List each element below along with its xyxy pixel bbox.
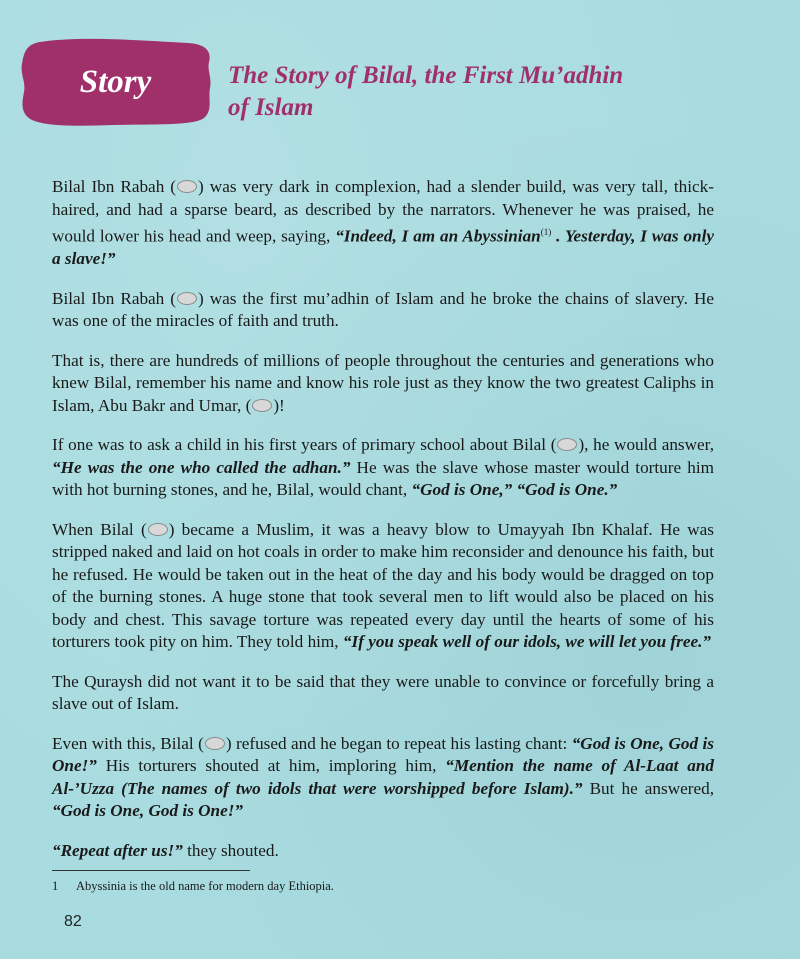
paragraph-1: Bilal Ibn Rabah ( ) was very dark in complexion, had a slender build, was very tall, thick-haired, and had a sparse beard, as described by the narrators. Whenever he was praised, he would lower his head and weep, saying, “Indeed, I am an Abyssinian$^{(1)}$ . Yesterday, I was only a slave!” bbox=[52, 177, 715, 269]
paragraph-6: The Quraysh did not want it to be said that they were unable to convince or forcefully bring a slave out of Islam. bbox=[52, 671, 714, 714]
story-body bbox=[52, 176, 714, 879]
footnote-divider bbox=[52, 870, 250, 871]
honorific-icon bbox=[177, 292, 197, 305]
footnote-number: 1 bbox=[52, 879, 59, 893]
paragraph-8: “Repeat after us!” they shouted. bbox=[52, 840, 279, 860]
story-badge bbox=[18, 36, 213, 128]
honorific-icon bbox=[252, 399, 272, 412]
page-number: 82 bbox=[64, 913, 82, 930]
honorific-icon bbox=[205, 737, 225, 750]
title-line-1: The Story of Bilal, the First Mu’adhin bbox=[228, 62, 624, 89]
paragraph-3: That is, there are hundreds of millions of people throughout the centuries and generations who knew Bilal, remember his name and know his role just as they know the two greatest Caliphs in Islam, Abu Bakr and Umar, ( )! bbox=[52, 350, 714, 415]
title-line-2: of Islam bbox=[228, 94, 314, 121]
paragraph-4: If one was to ask a child in his first years of primary school about Bilal ( ), he would answer, “He was the one who called the adhan.” He was the slave whose master would torture him with hot burning stones, and he, Bilal, would chant, “God is One,” “God is One.” bbox=[52, 435, 714, 500]
footnote bbox=[52, 878, 712, 894]
honorific-icon bbox=[148, 523, 168, 536]
page-title bbox=[228, 60, 768, 124]
paragraph-5: When Bilal ( ) became a Muslim, it was a heavy blow to Umayyah Ibn Khalaf. He was stripped naked and laid on hot coals in order to make him reconsider and denounce his faith, but he refused. He would be taken out in the heat of the day and his body would be dragged on top of the burning stones. A huge stone that took several men to lift would also be placed on his body and chest. This savage torture was repeated every day until the hearts of some of his torturers took pity on him. They told him, “If you speak well of our idols, we will let you free.” bbox=[52, 519, 714, 652]
paragraph-2: Bilal Ibn Rabah ( ) was the first mu’adhin of Islam and he broke the chains of slavery. He was one of the miracles of faith and truth. bbox=[52, 288, 714, 331]
honorific-icon bbox=[177, 180, 197, 193]
footnote-text: Abyssinia is the old name for modern day Ethiopia. bbox=[76, 879, 334, 893]
honorific-icon bbox=[557, 438, 577, 451]
paragraph-7: Even with this, Bilal ( ) refused and he began to repeat his lasting chant: “God is One, God is One!” His torturers shouted at him, imploring him, “Mention the name of Al-Laat and Al-’Uzza (The names of two idols that were worshipped before Islam).” But he answered, “God is One, God is One!” bbox=[52, 733, 714, 821]
footnote-marker: (1) bbox=[540, 227, 552, 237]
badge-label: Story bbox=[79, 63, 152, 100]
